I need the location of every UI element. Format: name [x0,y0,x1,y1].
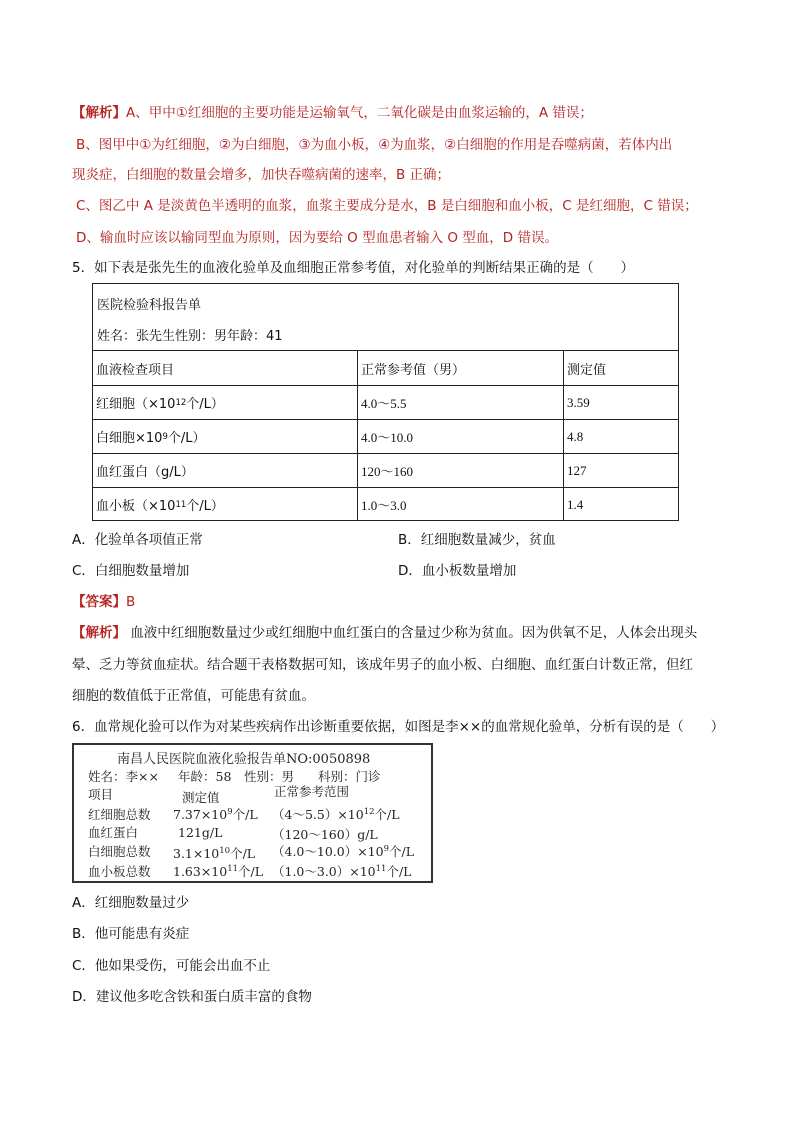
row-item: 血小板（×10 11 个/L） [96,499,224,514]
row-value: 4.8 [563,420,680,453]
q5-option-c: C．白细胞数量增加 [72,563,190,579]
analysis-tag: 【解析】 [72,105,126,121]
report-row-value: 121g/L [178,825,223,840]
report-col-value: 测定值 [182,790,220,805]
table-header-row [93,350,678,385]
analysis-line-1: 【解析】A、甲中①红细胞的主要功能是运输氧气，二氧化碳是由血浆运输的，A 错误； [72,105,593,121]
row-value: 1.4 [563,488,680,521]
table-row [93,453,678,487]
report-row: 白细胞总数 [88,844,151,859]
q5-option-d: D．血小板数量增加 [398,563,517,579]
report-row-ref: $(4\sim 5.5)\times 10^{12}$个/L [272,807,400,822]
report-row: 血小板总数 [88,864,151,879]
question-6-stem: 6．血常规化验可以作为对某些疾病作出诊断重要依据，如图是李××的血常规化验单，分析有误的是（ ） [72,719,725,735]
table-row [93,419,678,453]
lab-report-image [72,743,433,883]
row-reference: 120～160 [357,454,563,487]
report-row-value: $7.37\times 10^9$个/L [173,807,258,822]
report-row: 血红蛋白 [88,825,139,840]
analysis-line-5: D、输血时应该以输同型血为原则，因为要给 O 型血患者输入 O 型血，D 错误。 [76,230,558,246]
report-title: 南昌人民医院血液化验报告单NO:0050898 [117,752,371,767]
row-reference: 4.0～5.5 [357,386,563,419]
q5-analysis-line-1: 【解析】 血液中红细胞数量过少或红细胞中血红蛋白的含量过少称为贫血。因为供氧不足，人体会出现头 [72,625,698,641]
q6-option-a: A．红细胞数量过少 [72,895,190,911]
report-row-ref: $(1.0\sim 3.0)\times 10^{11}$个/L [272,864,412,879]
q5-option-a: A．化验单各项值正常 [72,532,203,548]
row-reference: 1.0～3.0 [357,488,563,521]
analysis-line-4: C、图乙中 A 是淡黄色半透明的血浆，血浆主要成分是水，B 是白细胞和血小板，C 是红细胞，C 错误； [76,198,698,214]
report-dept: 科别：门诊 [318,769,381,784]
col-header-value: 测定值 [563,351,680,385]
table-row [93,487,678,521]
report-row-value: $1.63\times 10^{11}$个/L [173,864,264,879]
analysis-line-3: 现炎症，白细胞的数量会增多，加快吞噬病菌的速率，B 正确； [72,167,451,183]
row-item: 血红蛋白（g/L） [96,465,194,480]
analysis-line-2: B、图甲中①为红细胞，②为白细胞，③为血小板，④为血浆，②白细胞的作用是吞噬病菌，若体内出 [76,137,673,153]
table-row [93,385,678,419]
report-row-ref: （120～160）g/L [272,827,378,842]
table-report-title: 医院检验科报告单 [97,298,202,313]
q5-analysis-line-3: 细胞的数值低于正常值，可能患有贫血。 [72,688,315,704]
analysis-tag: 【解析】 [72,625,126,641]
col-header-reference: 正常参考值（男） [357,351,563,385]
table-patient-info: 姓名：张先生性别：男年龄：41 [97,329,283,344]
row-value: 3.59 [563,386,680,419]
report-col-item: 项目 [88,787,114,802]
q5-option-b: B．红细胞数量减少，贫血 [398,532,556,548]
report-sex: 性别：男 [244,769,295,784]
question-5-stem: 5．如下表是张先生的血液化验单及血细胞正常参考值，对化验单的判断结果正确的是（ ） [72,260,635,276]
q5-answer: 【答案】B [72,594,136,610]
row-item: 白细胞×10 9 个/L） [96,431,206,446]
q6-option-d: D．建议他多吃含铁和蛋白质丰富的食物 [72,989,312,1005]
q5-analysis-line-2: 晕、乏力等贫血症状。结合题干表格数据可知，该成年男子的血小板、白细胞、血红蛋白计数正常，但红 [72,657,693,673]
answer-tag: 【答案】 [72,594,126,610]
row-reference: 4.0～10.0 [357,420,563,453]
report-age: 年龄：58 [178,769,232,784]
report-row-value: $3.1\times 10^{10}$个/L [173,846,256,861]
row-item: 红细胞（×10 12 个/L） [96,397,224,412]
row-value: 127 [563,454,680,487]
report-row: 红细胞总数 [88,807,151,822]
report-col-ref: 正常参考范围 [274,784,350,799]
report-name: 姓名：李×× [88,769,159,784]
q6-option-b: B．他可能患有炎症 [72,926,190,942]
col-header-item: 血液检查项目 [96,362,175,378]
blood-test-table [92,283,679,521]
q6-option-c: C．他如果受伤，可能会出血不止 [72,958,271,974]
report-row-ref: $(4.0\sim 10.0)\times 10^9$个/L [272,844,415,859]
